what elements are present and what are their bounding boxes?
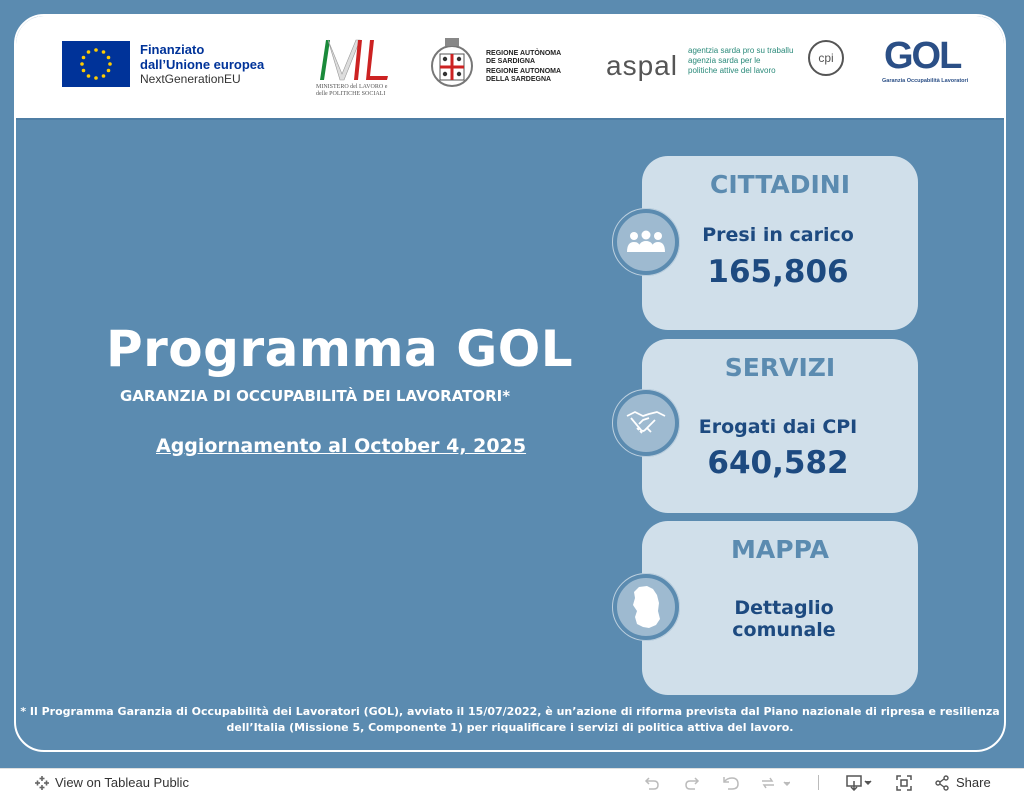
handshake-icon: [612, 389, 680, 457]
eu-line1: Finanziato: [140, 42, 205, 57]
main-subtitle: GARANZIA DI OCCUPABILITÀ DEI LAVORATORI*: [120, 387, 511, 405]
sardegna-line1: REGIONE AUTÒNOMA: [486, 50, 562, 57]
cpi-logo: cpi: [808, 40, 844, 76]
redo-icon[interactable]: [684, 769, 700, 796]
share-label: Share: [956, 775, 991, 790]
card-mappa[interactable]: [642, 521, 918, 695]
card-title: SERVIZI: [724, 353, 836, 382]
card-label: Presi in carico: [702, 224, 854, 246]
card-cittadini[interactable]: [642, 156, 918, 330]
dashboard-frame: [14, 14, 1006, 752]
gol-logo-word: GOL: [884, 35, 961, 77]
refresh-icon[interactable]: [760, 769, 790, 796]
view-on-tableau-button[interactable]: [34, 769, 189, 796]
sardinia-map-icon: [612, 573, 680, 641]
aspal-logo-word: aspal: [606, 50, 678, 81]
eu-line3: NextGenerationEU: [140, 72, 241, 86]
card-value: 165,806: [707, 254, 849, 290]
eu-flag-icon: [62, 41, 130, 87]
card-servizi[interactable]: [642, 339, 918, 513]
people-icon: [612, 208, 680, 276]
footnote: * Il Programma Garanzia di Occupabilità dei Lavoratori (GOL), avviato il 15/07/2022, è un’azione di riforma prevista dal Piano nazionale di ripresa e resilienza dell’Italia (Missione 5, Componente 1) per riqualificare i servizi di politica attiva del lavoro.: [20, 705, 1000, 734]
card-value: 640,582: [707, 445, 849, 481]
card-title: MAPPA: [731, 535, 829, 564]
update-date: Aggiornamento al October 4, 2025: [156, 435, 527, 457]
sardegna-line4: DELLA SARDEGNA: [486, 76, 552, 83]
aspal-line1: agentzia sarda pro su traballu: [688, 46, 794, 55]
fullscreen-icon[interactable]: [896, 769, 912, 796]
card-label: Erogati dai CPI: [698, 416, 858, 438]
eu-logo-text: [140, 42, 264, 87]
sardegna-line2: DE SARDIGNA: [486, 58, 536, 65]
card-label: Dettaglio comunale: [732, 597, 836, 641]
tableau-toolbar: [0, 768, 1024, 796]
share-button[interactable]: [934, 769, 991, 796]
eu-line2: dall’Unione europea: [140, 57, 265, 72]
aspal-line3: politiche attive del lavoro: [688, 66, 776, 75]
tableau-icon: [34, 775, 50, 791]
sardegna-line3: REGIONE AUTONOMA: [486, 68, 562, 75]
main-title: Programma GOL: [106, 320, 574, 378]
view-label: View on Tableau Public: [55, 775, 189, 790]
revert-icon[interactable]: [722, 769, 740, 796]
logo-bar: [16, 16, 1004, 120]
card-title: CITTADINI: [709, 170, 850, 199]
sardegna-emblem-icon: [430, 36, 474, 92]
ministero-logo-text: MINISTERO del LAVORO e delle POLITICHE SOCIALI: [316, 84, 388, 97]
aspal-line2: agenzia sarda per le: [688, 56, 761, 65]
gol-logo: [884, 36, 960, 76]
share-icon: [934, 775, 950, 791]
toolbar-divider: [818, 775, 819, 790]
gol-logo-subtitle: Garanzia Occupabilità Lavoratori: [882, 78, 969, 84]
sardegna-logo-text: [486, 50, 561, 84]
download-icon[interactable]: [846, 769, 872, 796]
aspal-logo-text: [688, 46, 793, 76]
undo-icon[interactable]: [644, 769, 660, 796]
